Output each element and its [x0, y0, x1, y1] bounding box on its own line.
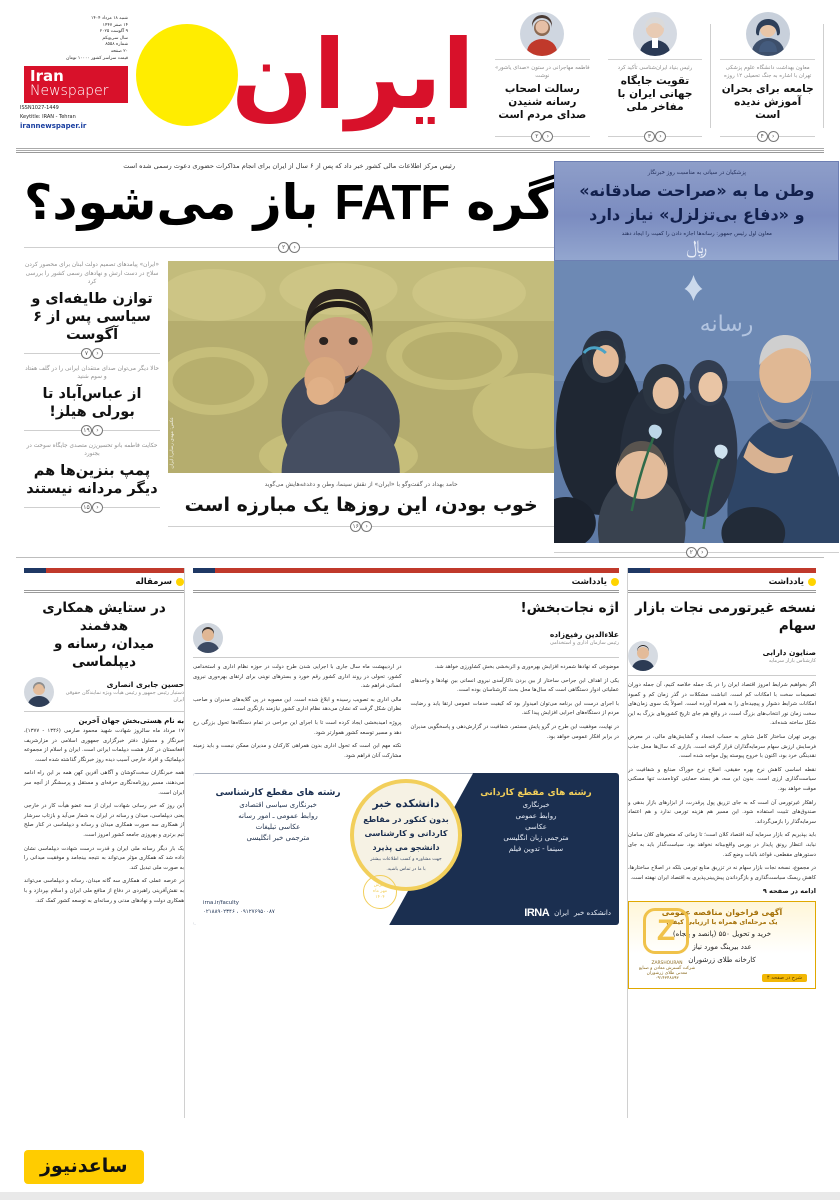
- bluebox-kicker: پزشکیان در سیانی به مناسبت روز خبرنگار: [647, 170, 746, 176]
- imprint-line: ۹ آگوست ۲۰۲۵: [99, 29, 128, 35]
- page-number: ۲: [278, 242, 289, 253]
- ad-list-item: مترجمی خبر انگلیسی: [246, 834, 310, 843]
- imprint-line: شماره ۸۵۵۸: [105, 42, 128, 48]
- issn-text: ISSN1027-1449: [20, 105, 59, 112]
- top-card[interactable]: [711, 12, 824, 142]
- section-header: [24, 573, 184, 590]
- ad-list-item: مترجمی زبان انگلیسی: [503, 834, 569, 843]
- avatar: [193, 623, 223, 653]
- top-card-title[interactable]: جامعه برای بحران آموزش ندیده است: [721, 83, 814, 121]
- tender-ad-line-1: خرید و تحویل ۵۵۰ (پانصد و پنجاه): [672, 930, 772, 939]
- editorial-title-line-1[interactable]: در ستایش همکاری هدفمند: [42, 600, 166, 634]
- bluebox-subtitle: معاون اول رئیس جمهور: رسانه‌ها اجازه دادن را کمیت را ایجاد دهند: [621, 231, 772, 237]
- news-item-kicker: حکایت فاطمه بانو تحسین‌زن متصدی جایگاه سوخت در بجنورد: [26, 442, 158, 457]
- page-marker: [278, 242, 300, 253]
- chevron-left-icon: ‹: [768, 131, 779, 142]
- byline-text: [60, 680, 184, 704]
- continue-note[interactable]: ادامه در صفحه ۹: [762, 887, 816, 896]
- paragraph: این روز که خبر رسانی شهادت ایران از سه عضو هیأت کار در خارجی یعنی دیپلماسی، میدان و رسانه در ایران به شمار می‌آید و بازتاب سرشار از همکاری سه صورت همکاری میدان و رسانه و دیپلماسی در کنار صلح تیم برتری و بهروزی جامعه کشور امروز است.: [24, 803, 184, 838]
- ad-list-item: سینما - تدوین فیلم: [508, 845, 564, 854]
- masthead-imprint: [20, 16, 128, 130]
- double-rule: [193, 590, 619, 593]
- news-item[interactable]: [24, 261, 160, 365]
- top-card-kicker: فاطمه مهاجرانی در ستون «صدای یاشور» نوشت: [495, 65, 590, 79]
- section-label: یادداشت: [768, 577, 804, 587]
- byline: [193, 623, 619, 653]
- brand-line-1: Iran: [30, 67, 64, 86]
- ad-list-item: خبرنگاری سیاسی اقتصادی: [239, 801, 317, 810]
- chevron-left-icon: ‹: [92, 425, 103, 436]
- ad-list-heading: رشته های مقطع کاردانی: [480, 788, 592, 799]
- saednews-watermark: ساعدنیوز: [24, 1150, 144, 1184]
- rule: [168, 526, 350, 527]
- news-item-title[interactable]: از عباس‌آباد تا بورلی هیلز!: [42, 385, 142, 420]
- masthead: [0, 0, 840, 148]
- paragraph: راهکار غیرتورمی آن است که به جای تزریق پول پرقدرت، از ابزارهای بازار بدهی و صندوق‌های تثبیت استفاده شود. این مسیر هم هزینه تورمی ندارد و هم اعتماد سرمایه‌گذار را بازمی‌گرداند.: [628, 799, 816, 825]
- seal-line-1: پذیرش: [373, 883, 387, 889]
- tender-ad[interactable]: [628, 901, 816, 989]
- page-number: ۲: [686, 547, 697, 558]
- rule: [608, 136, 644, 137]
- tender-ad-line-3: کارخانه طلای زرشوران: [688, 956, 756, 965]
- chevron-left-icon: ‹: [92, 502, 103, 513]
- paragraph: اگر بخواهیم شرایط امروز اقتصاد ایران را در یک جمله خلاصه کنیم، آن جمله دوران تصمیمات سخت با امکانات کم است. انباشت مشکلات در گذر زمان کم و کمبود امکانات شرایط دشوار و پیچیده‌ای را به همراه آورده است. اصولاً یک سوی زمان‌های سخت زمان نور انتخاب‌های بزرگ است، در واقع هم جای تاریخ کشورهای بزرگ به این شکل ساخته شده‌اند.: [628, 682, 816, 727]
- page-number: ۱۶: [350, 521, 361, 532]
- byline: [628, 641, 816, 671]
- caption-headline[interactable]: خوب بودن، این روزها یک مبارزه است: [184, 494, 538, 516]
- ad-center-line-2: کاردانی و کارشناسی: [364, 828, 448, 838]
- page-number: ۱۵: [81, 502, 92, 513]
- paragraph: یکی از اهداف این جراحی ساختار از بین بردن ناکارآمدی نیروی انسانی بین نهادها و واحدهای عملیاتی ادوار دستگاهی است که سال‌ها محل بحث کارشناسان بوده است.: [410, 677, 619, 694]
- editorial-title-line-2[interactable]: میدان، رسانه و دیپلماسی: [53, 636, 155, 670]
- page-footer-strip: [0, 1192, 840, 1200]
- author-name: علاءالدین رفیع‌زاده: [549, 629, 619, 639]
- cinema-photo: [168, 261, 554, 473]
- avatar: [24, 677, 54, 707]
- zarshouran-logo-icon: Z: [643, 908, 689, 954]
- lead-body: [24, 261, 554, 532]
- lead-main: [16, 161, 554, 551]
- lead-page-ref[interactable]: [24, 238, 554, 253]
- page-ref[interactable]: [168, 517, 554, 532]
- ad-list-item: عکاسی: [525, 823, 547, 832]
- rule: [495, 136, 531, 137]
- byline-text: [229, 630, 619, 647]
- brand-line-2: Newspaper: [30, 83, 109, 100]
- paragraph: همه خبرنگاران سخت‌کوشان و آگاهی آفرین کهن همه بر این راه ادامه می‌دهند، مسیر روزنامه‌نگاری حرفه‌ای و مستقل و پرسشگر از آنچه سر ایران است.: [24, 770, 184, 796]
- lead-headline-part-1: گره: [449, 174, 555, 231]
- top-card-kicker: معاون بهداشت دانشگاه علوم پزشکی تهران با اشاره به جنگ تحمیلی ۱۲ روزه: [724, 65, 812, 79]
- page-ref[interactable]: [495, 127, 590, 142]
- irna-faculty-ad[interactable]: [193, 773, 619, 925]
- note-center-body-col-2: [411, 663, 620, 765]
- page-ref[interactable]: [24, 344, 160, 359]
- paragraph: یک بار دیگر رسانه ملی ایران و قدرت درست شهادت دیپلماسی نشان داده شد که همکاری مؤثر می‌تواند به نتیجه بینجامد و موفقیت میدانی را به صورت ملی تبدیل کند.: [24, 845, 184, 871]
- rule: [779, 136, 815, 137]
- note-center-title[interactable]: اژه نجات‌بخش!: [520, 600, 619, 616]
- section-color-bar: [24, 568, 184, 573]
- paragraph: ۱۷ مرداد ماه سالروز شهادت شهید محمود صارمی (۱۳۴۶ - ۱۳۷۷)، خبرنگار و مسئول دفتر خبرگزاری جمهوری اسلامی در مزارشریف افغانستان در کنار هشت دیپلمات ایرانی است. ایران و اسلام از مجموعه دیپلماتیک و افراد خارجی آسیب دیده روز خبرنگار گذاشته شده است.: [24, 728, 184, 763]
- top-card-title[interactable]: تقویت جایگاه جهانی ایران با مفاخر ملی: [617, 75, 693, 113]
- rule: [554, 552, 686, 553]
- paragraph: در نهایت، موفقیت این طرح در گرو پایش مستمر، شفافیت در گزارش‌دهی و پاسخگویی مدیران در برابر افکار عمومی خواهد بود.: [410, 723, 619, 740]
- page-marker: [686, 547, 708, 558]
- tender-ad-title-1: آگهی فراخوان مناقصه عمومی: [661, 908, 783, 918]
- avatar: [628, 641, 658, 671]
- tender-ad-line-2: عدد بیرینگ مورد نیاز: [692, 943, 752, 952]
- keytitle-text: Keytitle: IRAN - Tehran: [20, 114, 76, 121]
- double-rule: [24, 590, 184, 593]
- paragraph: بورس تهران ساختار کامل شناور به حساب انجماد و گشایش‌های مالی، در معرض فرسایش ارزش سهام سرمایه‌گذاران قرار گرفته است. بازاری که سال‌ها محل جذب نقدینگی خرد بود، اکنون با خروج پیوسته پول مواجه شده است.: [628, 733, 816, 760]
- page-marker: [757, 131, 779, 142]
- top-card[interactable]: [486, 12, 599, 142]
- page-number: ۱۹: [81, 425, 92, 436]
- imprint-line: شنبه ۱۸ مرداد ۱۴۰۴: [91, 16, 128, 21]
- paragraph: در مجموع، نسخه نجات بازار سهام نه در تزریق منابع تورمی بلکه در اصلاح ساختارها، کاهش ریسک سیاست‌گذاری و بازگرداندن پیش‌بینی‌پذیری به اقتصاد ایران نهفته است.: [628, 865, 816, 881]
- news-item-title[interactable]: توازن طایفه‌ای و سیاسی پس از ۶ آگوست: [31, 290, 153, 343]
- divider: [628, 675, 816, 676]
- author-name: صنایون دارابی: [762, 647, 816, 657]
- section-header: [628, 573, 816, 590]
- ad-brand-fa-1: ایران: [554, 908, 569, 917]
- rule: [24, 507, 81, 508]
- page-ref[interactable]: [24, 498, 160, 513]
- ad-center-title: دانشکده خبر: [372, 796, 440, 810]
- editorial-column: [16, 568, 184, 1118]
- top-card[interactable]: [599, 12, 712, 142]
- chevron-left-icon: ‹: [697, 547, 708, 558]
- divider: [193, 657, 619, 658]
- ad-brand-fa-2: دانشکده خبر: [574, 908, 611, 917]
- paragraph: در اردیبهشت ماه سال جاری با اجرایی شدن طرح دولت در حوزه نظام اداری و استخدامی کشور، تحولی در روند اداری کشور رقم خورد و بسترهای نوینی برای ارتقای بهره‌وری نیروی انسانی فراهم شد.: [193, 664, 402, 690]
- company-name: ZARSHOURAN: [651, 961, 683, 967]
- ad-list-item: روابط عمومی: [515, 812, 557, 821]
- editorial-lead-head: به نام هستی‌بخش جهان آخرین: [78, 717, 184, 725]
- paragraph: پروژه امیدبخشی ایجاد کرده است تا با اجرای این جراحی در تمام دستگاه‌ها تحول بزرگی رخ دهد و مسیر توسعه کشور هموارتر شود.: [193, 719, 402, 736]
- seal-line-2: مهر ماه: [372, 889, 388, 895]
- page-marker: [531, 131, 553, 142]
- author-name: حسین جابری انصاری: [106, 680, 184, 689]
- note-left-body: [628, 681, 816, 883]
- section-header: [193, 573, 619, 590]
- bullet-dot-icon: [611, 578, 619, 586]
- section-label: یادداشت: [571, 577, 607, 587]
- ad-list-heading: رشته های مقطع کارشناسی: [215, 788, 341, 799]
- section-label: سرمقاله: [135, 577, 172, 587]
- news-item-kicker: «ایران» پیامدهای تصمیم دولت لبنان برای محصور کردن سلاح در دست ارتش و نهادهای رسمی کشور را بررسی کرد: [24, 262, 160, 285]
- paragraph: مالی اداری به تصویب رسیده و ابلاغ شده است. این مصوبه در پی گلایه‌های مدیران و صاحب نظران شکل گرفت که نشان می‌دهد نظام اداری کشور نیازمند بازنگری است.: [193, 696, 402, 713]
- rule: [24, 247, 278, 248]
- rule: [553, 136, 589, 137]
- newspaper-logo-title: ایران: [231, 19, 475, 131]
- page-marker: [350, 521, 372, 532]
- tender-ad-more-link[interactable]: شرح در صفحه ۴: [762, 974, 807, 982]
- avatar: [746, 12, 790, 56]
- note-center-body-col-1: [193, 663, 402, 765]
- lead-news-column: [24, 261, 160, 532]
- president-crowd-photo: [554, 261, 839, 543]
- section-color-bar: [628, 568, 816, 573]
- page-number: ۳: [644, 131, 655, 142]
- masthead-rule: [16, 148, 824, 151]
- seal-line-3: ۱۴۰۴: [375, 895, 385, 901]
- caption-kicker: حامد بهداد در گفت‌وگو با «ایران» از نقش سینما، وطن و دغدغه‌هایش می‌گوید: [264, 481, 458, 488]
- rule: [103, 507, 160, 508]
- website-link[interactable]: irannewspaper.ir: [20, 122, 87, 131]
- page-ref[interactable]: [24, 421, 160, 436]
- divider: [720, 59, 815, 60]
- note-center-column: [184, 568, 628, 1118]
- section-color-bar: [193, 568, 619, 573]
- paragraph: باید بپذیریم که بازار سرمایه آینه اقتصاد کلان است؛ تا زمانی که متغیرهای کلان سامان نیابد، انتظار رونق پایدار در بورس واقع‌بینانه نخواهد بود. سیاست‌گذار باید به جای دستورهای مقطعی، قواعد باثبات وضع کند.: [628, 832, 816, 858]
- paragraph: نقطه اساسی کاهش نرخ بهره حقیقی، اصلاح نرخ خوراک صنایع و شفافیت در سیاست‌گذاری ارزی است. بدون این سه، هر بسته حمایتی کوتاه‌مدت تنها مسکنی موقت خواهد بود.: [628, 766, 816, 792]
- ad-list-item: روابط عمومی ـ امور رسانه: [238, 812, 318, 821]
- rule: [666, 136, 702, 137]
- page-ref[interactable]: [608, 127, 703, 142]
- editorial-body: [24, 727, 184, 906]
- page-number: ۷: [81, 348, 92, 359]
- page-ref[interactable]: [554, 543, 839, 558]
- lead-photo-block: [168, 261, 554, 532]
- divider: [24, 711, 184, 712]
- ad-telephone[interactable]: ۰۲۱۸۸۹۰۲۳۴۶ ، ۰۹۱۲۷۶۹۵۰۰۸۷: [203, 909, 275, 916]
- page-number: ۲: [531, 131, 542, 142]
- ad-center-sub-1: جهت مشاوره و کسب اطلاعات بیشتر: [370, 856, 442, 862]
- iran-newspaper-badge: [24, 66, 128, 103]
- note-left-column: [628, 568, 824, 1118]
- rule: [24, 430, 81, 431]
- chevron-left-icon: ‹: [655, 131, 666, 142]
- rule: [720, 136, 756, 137]
- lower-section: [0, 558, 840, 1118]
- author-role: رئیس سازمان اداری و استخدامی: [550, 639, 619, 646]
- svg-text:رسانه: رسانه: [700, 311, 754, 338]
- ad-contact-block[interactable]: [203, 899, 275, 917]
- imprint-line: قیمت سراسر کشور ۱۰۰۰۰ تومان: [66, 55, 128, 61]
- byline-text: [664, 648, 816, 665]
- bullet-dot-icon: [808, 578, 816, 586]
- divider: [495, 59, 590, 60]
- rule: [24, 353, 81, 354]
- page-number: ۴: [757, 131, 768, 142]
- iran-emblem-icon: ﷼: [686, 236, 708, 258]
- page-marker: [644, 131, 666, 142]
- divider: [608, 59, 703, 60]
- rule: [300, 247, 554, 248]
- company-phone: ۰۹۱۴۳۴۸۸۹۳: [655, 976, 679, 982]
- author-role: کارشناس بازار سرمایه: [768, 657, 816, 664]
- company-sub: شرکت گسترش معادن و صنایع معدنی طلای زرشوران: [638, 966, 696, 977]
- lead-secondary: [554, 161, 840, 556]
- imprint-line: ۲۰ صفحه: [110, 48, 128, 54]
- ad-associate-list: [461, 787, 611, 855]
- lead-headline-latin: FATF: [334, 176, 450, 230]
- ad-list-item: عکاسی تبلیغات: [255, 823, 301, 832]
- paragraph: در عرصه عملی که همکاری سه گانه میدان، رسانه و دیپلماسی می‌تواند به نقش‌آفرینی راهبردی در دفاع از منافع ملی ایران و اسلام بپردازد و با همکاری دولت و نهادهای مدنی و رسانه‌ای به توسعه کشور کمک کند.: [24, 878, 184, 904]
- byline: [24, 677, 184, 707]
- ad-center-line-3: دانشجو می پذیرد: [372, 842, 440, 852]
- ad-bachelor-list: [203, 787, 353, 844]
- rule: [103, 353, 160, 354]
- tender-ad-company: [638, 961, 696, 981]
- bluebox-title-line-2: و «دفاع بی‌تزلزل» نیاز دارد: [589, 205, 805, 224]
- news-item[interactable]: [24, 442, 160, 519]
- chevron-left-icon: ‹: [92, 348, 103, 359]
- irna-logo: [524, 907, 611, 919]
- imprint-line: سال سی‌ویکم: [102, 35, 128, 41]
- news-item-title[interactable]: پمپ بنزین‌ها هم دیگر مردانه نیستند: [26, 462, 158, 497]
- author-role: دستیار رئیس جمهور و رئیس هیأت ویژه نمایندگان حقوقی ایران: [65, 690, 184, 703]
- top-card-title[interactable]: رسالت اصحاب رسانه شنیدن صدای مردم است: [498, 83, 587, 121]
- top-news-cards: [486, 10, 824, 142]
- avatar: [633, 12, 677, 56]
- page-marker: [81, 425, 103, 436]
- news-item-kicker: حالا دیگر می‌توان صدای منتقدان ایرانی را در گلف هفتاد و سوم شنید: [25, 365, 159, 380]
- lead-headline-part-2: باز می‌شود؟: [24, 174, 335, 231]
- paragraph: نکته مهم این است که تحول اداری بدون همراهی کارکنان و مدیران ممکن نیست و باید زمینه مشارکت آنان فراهم شود.: [193, 743, 402, 759]
- news-item[interactable]: [24, 365, 160, 442]
- top-card-kicker: رئیس بنیاد ایران‌شناسی تأکید کرد: [617, 65, 693, 71]
- rule: [372, 526, 554, 527]
- imprint-line: ۱۴ صفر ۱۴۴۷: [102, 22, 128, 28]
- irna-wordmark: IRNA: [524, 907, 550, 920]
- photo-credit: عکس: مهدی رضایی/ ایران: [170, 417, 175, 469]
- lead-headline[interactable]: [24, 174, 554, 232]
- ad-center-line-1: بدون کنکور در مقاطع: [363, 814, 449, 824]
- masthead-logo-zone: [16, 10, 486, 142]
- lead-kicker: رئیس مرکز اطلاعات مالی کشور خبر داد که پس از ۶ سال از ایران برای انجام مذاکرات حضوری دعوت رسمی شده است: [123, 162, 456, 170]
- page-marker: [81, 502, 103, 513]
- note-left-title[interactable]: نسخه غیرتورمی نجات بازار سهام: [634, 600, 816, 634]
- paragraph: با اجرای درست این برنامه می‌توان امیدوار بود که کیفیت خدمات عمومی ارتقا یابد و رضایت مردم از دستگاه‌های اجرایی افزایش پیدا کند.: [410, 700, 619, 717]
- double-rule: [628, 590, 816, 593]
- page-marker: [81, 348, 103, 359]
- president-highlight-box[interactable]: [554, 161, 839, 261]
- avatar: [520, 12, 564, 56]
- page-ref[interactable]: [720, 127, 815, 142]
- ad-center-sub-2: با ما در تماس باشید.: [386, 867, 426, 873]
- paragraph: موضوعی که نهادها شمرده افزایش بهره‌وری و اثربخشی بخش کشاورزی خواهد شد.: [434, 664, 619, 670]
- rule: [708, 552, 840, 553]
- chevron-left-icon: ‹: [289, 242, 300, 253]
- bluebox-title-line-1: وطن ما به «صراحت صادقانه»: [579, 181, 815, 200]
- lead-section: [0, 153, 840, 556]
- chevron-left-icon: ‹: [542, 131, 553, 142]
- chevron-left-icon: ‹: [361, 521, 372, 532]
- sun-logo-icon: [136, 24, 238, 126]
- tender-ad-title-2: یک مرحله‌ای همراه با ارزیابی کیفی: [666, 918, 778, 927]
- ad-website[interactable]: irna.ir/faculty: [203, 900, 239, 907]
- magnifier-circle-icon: [350, 779, 462, 891]
- rule: [103, 430, 160, 431]
- ad-list-item: خبرنگاری: [522, 801, 550, 810]
- bullet-dot-icon: [176, 578, 184, 586]
